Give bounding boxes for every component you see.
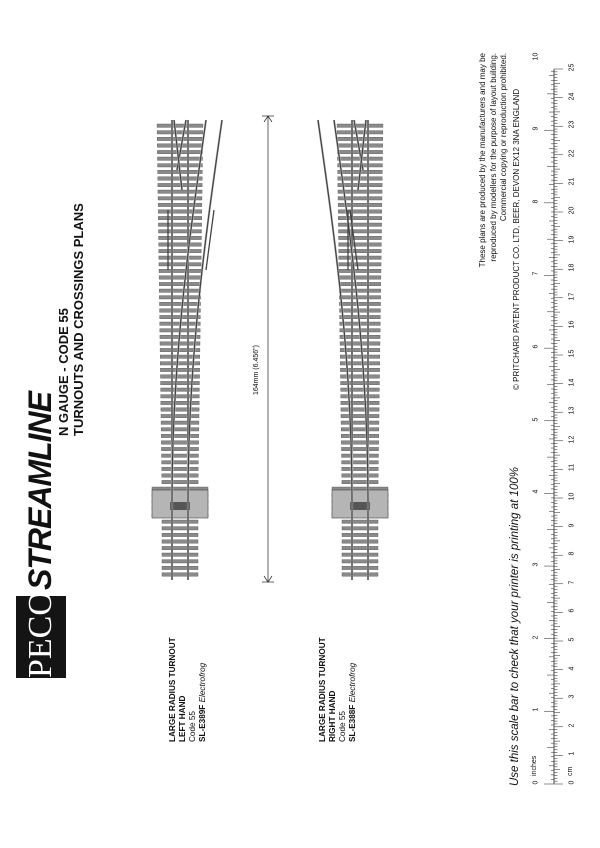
inch-label: 5: [532, 417, 540, 422]
cm-label: 6: [568, 608, 576, 613]
sleeper: [161, 395, 200, 398]
sleeper: [162, 566, 198, 569]
sleeper: [161, 414, 199, 417]
cm-label: 13: [568, 406, 576, 415]
cm-unit-label: cm: [567, 766, 574, 776]
sleeper: [162, 560, 198, 563]
dimension-label: 164mm (6.456"): [253, 345, 260, 395]
sleeper: [162, 467, 199, 470]
cm-label: 20: [568, 206, 576, 215]
sleeper: [342, 560, 378, 563]
cm-label: 12: [568, 435, 576, 444]
sleeper: [339, 243, 382, 246]
sleeper: [341, 428, 379, 431]
inch-label: 1: [532, 707, 540, 712]
cm-label: 3: [568, 694, 576, 699]
sleeper: [339, 282, 381, 285]
sleeper: [161, 408, 199, 411]
turnout-right-type: Electrofrog: [348, 662, 357, 703]
sleeper: [157, 124, 203, 127]
sleeper: [162, 474, 198, 477]
sleeper: [161, 401, 199, 404]
sleeper: [158, 216, 201, 219]
sleeper: [161, 428, 199, 431]
cm-label: 24: [568, 92, 576, 100]
sleeper: [162, 461, 199, 464]
sleeper: [341, 434, 378, 437]
turnout-left-drawing: [152, 120, 222, 580]
turnout-right-part: SL-E388F: [348, 704, 357, 742]
notice-line-1: These plans are produced by the manufacturers and may be: [478, 53, 487, 268]
sleeper: [342, 520, 378, 523]
sleeper: [341, 401, 379, 404]
sleeper: [337, 131, 383, 134]
sleeper: [161, 381, 200, 384]
sleeper: [161, 421, 199, 424]
turnout-left-label: [168, 637, 208, 742]
sleeper: [342, 573, 378, 576]
notice-line-2: reproduced by modellers for the purpose of layout building.: [488, 53, 498, 262]
sleeper: [162, 540, 198, 543]
sleeper: [341, 388, 380, 391]
sleeper: [159, 289, 200, 292]
sleeper: [162, 573, 198, 576]
sleeper: [342, 474, 378, 477]
turnout-right-label: [318, 637, 358, 742]
inch-label: 4: [532, 489, 540, 494]
cm-label: 17: [568, 292, 576, 301]
dimension-line: [262, 116, 274, 582]
turnout-right-drawing: [318, 120, 388, 580]
sleeper: [161, 447, 198, 450]
sleeper: [342, 461, 379, 464]
page-title: N GAUGE - CODE 55: [56, 308, 71, 436]
sleeper: [159, 249, 201, 252]
sleeper: [159, 236, 202, 239]
inch-label: 9: [532, 126, 540, 131]
inch-label: 0: [532, 780, 540, 785]
peco-logo-text: PECO: [22, 591, 59, 678]
sleeper: [339, 256, 381, 259]
inch-unit-label: inches: [531, 755, 538, 776]
sleeper: [341, 447, 378, 450]
sleeper: [338, 183, 382, 186]
sleeper: [342, 480, 378, 483]
cm-label: 23: [568, 120, 576, 129]
sleeper: [162, 454, 199, 457]
sleeper: [162, 527, 198, 530]
streamline-logo: STREAMLINE: [22, 392, 58, 590]
sleeper: [339, 296, 380, 299]
copyright-notice: [478, 53, 510, 288]
sleeper: [160, 375, 199, 378]
sleeper: [159, 276, 201, 279]
cm-label: 11: [568, 464, 576, 472]
sleeper: [162, 480, 198, 483]
cm-label: 4: [568, 666, 576, 671]
sleeper: [342, 467, 379, 470]
cm-label: 19: [568, 235, 576, 243]
sleeper: [161, 434, 198, 437]
sleeper: [342, 454, 379, 457]
sleeper: [338, 230, 381, 233]
turnout-left-part: SL-E389F: [198, 704, 207, 742]
turnout-left-name: LARGE RADIUS TURNOUT: [168, 637, 177, 742]
sleeper: [338, 210, 382, 213]
sleeper: [340, 375, 379, 378]
sleeper: [342, 533, 378, 536]
sleeper: [340, 309, 381, 312]
inch-label: 7: [532, 272, 540, 276]
cm-label: 7: [568, 580, 576, 585]
sleeper: [158, 223, 201, 226]
turnout-right-hand: RIGHT HAND: [328, 690, 337, 742]
sleeper: [159, 243, 202, 246]
cm-label: 18: [568, 263, 576, 272]
cm-label: 21: [568, 178, 576, 186]
cm-label: 0: [568, 780, 576, 785]
turnout-left-hand: LEFT HAND: [178, 695, 187, 742]
sleeper: [159, 263, 201, 266]
sleeper: [341, 421, 379, 424]
inch-label: 8: [532, 199, 540, 204]
copyright-line: © PRITCHARD PATENT PRODUCT CO. LTD, BEER, DEVON EX12 3NA ENGLAND: [512, 88, 521, 390]
cm-label: 16: [568, 321, 576, 329]
sleeper: [342, 546, 378, 549]
cm-label: 1: [568, 751, 576, 756]
cm-label: 2: [568, 723, 576, 728]
cm-label: 15: [568, 349, 576, 358]
turnout-left-code: Code 55: [188, 711, 197, 742]
sleeper: [339, 263, 381, 266]
sleeper: [342, 527, 378, 530]
inch-label: 10: [532, 52, 540, 60]
sleeper: [341, 395, 380, 398]
sleeper: [158, 183, 202, 186]
inch-label: 2: [532, 635, 540, 640]
sleeper: [160, 309, 201, 312]
check-rail: [206, 210, 214, 270]
cm-label: 22: [568, 149, 576, 158]
sleeper: [339, 302, 380, 305]
sleeper: [158, 210, 202, 213]
notice-line-3: Commercial copying or reproduction prohibited.: [499, 53, 508, 222]
sleeper: [159, 269, 201, 272]
sleeper: [162, 546, 198, 549]
sleeper: [339, 269, 381, 272]
cm-label: 9: [568, 523, 576, 528]
cm-label: 14: [568, 378, 576, 386]
sleeper: [342, 553, 378, 556]
peco-logo: [16, 591, 66, 678]
sleeper: [159, 256, 201, 259]
cm-label: 5: [568, 637, 576, 642]
sleeper: [162, 533, 198, 536]
sleeper: [338, 223, 381, 226]
scale-check-message: Use this scale bar to check that your printer is printing at 100%: [509, 467, 521, 786]
cm-label: 8: [568, 551, 576, 556]
sleeper: [161, 441, 198, 444]
sleeper: [338, 216, 381, 219]
inch-label: 3: [532, 562, 540, 567]
sleeper: [157, 137, 203, 140]
sleeper: [341, 381, 380, 384]
sleeper: [339, 289, 380, 292]
sleeper: [339, 249, 381, 252]
sleeper: [341, 414, 379, 417]
turnout-right-name: LARGE RADIUS TURNOUT: [318, 637, 327, 742]
inch-label: 6: [532, 344, 540, 349]
sleeper: [161, 388, 200, 391]
sleeper: [337, 137, 383, 140]
sleeper: [339, 276, 381, 279]
sleeper: [342, 566, 378, 569]
sleeper: [341, 408, 379, 411]
sleeper: [337, 144, 382, 147]
turnout-right-code: Code 55: [338, 711, 347, 742]
sleeper: [159, 302, 200, 305]
sleeper: [162, 553, 198, 556]
sleeper: [341, 441, 378, 444]
sleeper: [158, 230, 201, 233]
cm-label: 25: [568, 63, 576, 72]
turnout-left-type: Electrofrog: [198, 662, 207, 703]
sleeper: [157, 131, 203, 134]
sleeper: [157, 144, 202, 147]
sleeper: [339, 236, 382, 239]
sleeper: [159, 282, 201, 285]
scale-bar: [544, 69, 563, 784]
cm-label: 10: [568, 492, 576, 501]
sleeper: [162, 520, 198, 523]
sleeper: [337, 124, 383, 127]
sleeper: [342, 540, 378, 543]
page-subtitle: TURNOUTS AND CROSSINGS PLANS: [71, 203, 86, 436]
sleeper: [159, 296, 200, 299]
